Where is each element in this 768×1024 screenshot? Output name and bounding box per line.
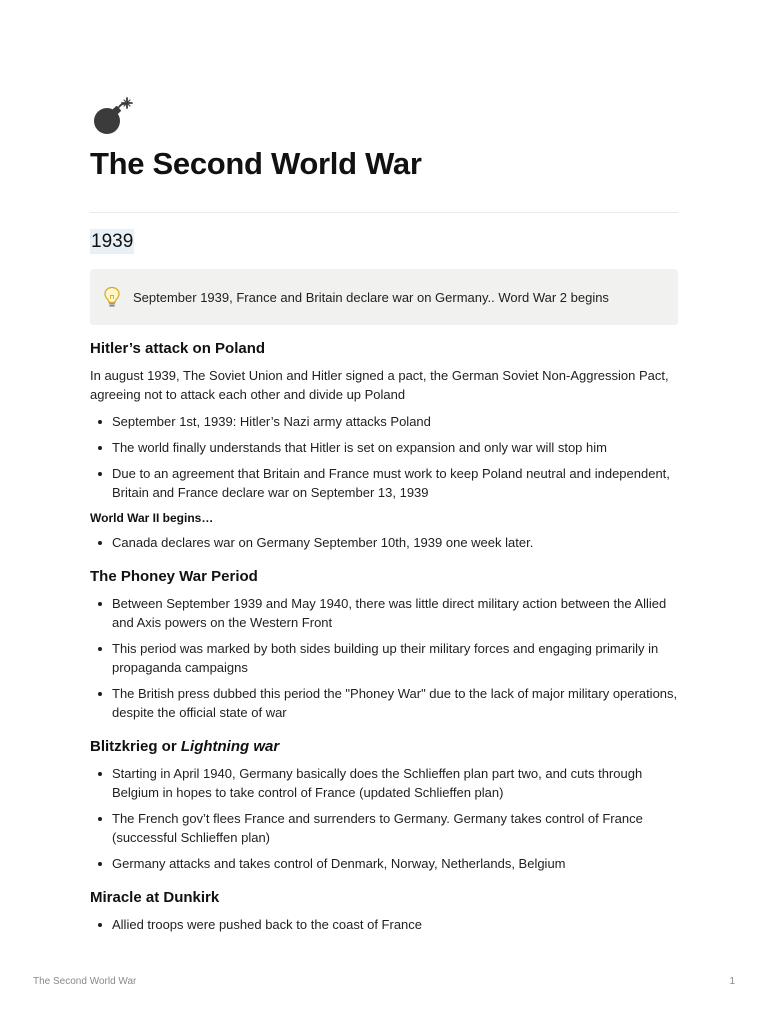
list-poland xyxy=(90,412,680,502)
list-item: Due to an agreement that Britain and France must work to keep Poland neutral and independent, Britain and France declare war on September 13, 1939 xyxy=(90,464,680,502)
footer-title: The Second World War xyxy=(33,976,137,987)
page-content xyxy=(90,338,680,934)
list-phoney-war xyxy=(90,594,680,722)
list-dunkirk xyxy=(90,915,680,934)
heading-poland: Hitler’s attack on Poland xyxy=(90,340,266,357)
page-number: 1 xyxy=(729,976,735,987)
list-item: Canada declares war on Germany September 10th, 1939 one week later. xyxy=(90,533,680,552)
divider xyxy=(90,212,678,213)
list-item: Germany attacks and takes control of Denmark, Norway, Netherlands, Belgium xyxy=(90,854,680,873)
heading-dunkirk: Miracle at Dunkirk xyxy=(90,889,220,906)
callout-text: September 1939, France and Britain declare war on Germany.. Word War 2 begins xyxy=(133,289,609,305)
heading-blitzkrieg: Blitzkrieg or Lightning war xyxy=(90,738,280,755)
paragraph-poland: In august 1939, The Soviet Union and Hitler signed a pact, the German Soviet Non-Aggression Pact, agreeing not to attack each other and divide up Poland xyxy=(90,368,669,402)
list-ww2-begins xyxy=(90,533,680,552)
lightbulb-icon xyxy=(103,286,121,308)
callout xyxy=(90,269,678,325)
bomb-icon xyxy=(91,96,133,136)
heading-phoney-war: The Phoney War Period xyxy=(90,568,258,585)
list-item: September 1st, 1939: Hitler’s Nazi army attacks Poland xyxy=(90,412,680,431)
page-title: The Second World War xyxy=(90,146,422,181)
list-item: Allied troops were pushed back to the coast of France xyxy=(90,915,680,934)
list-item: The French gov’t flees France and surrenders to Germany. Germany takes control of France (successful Schlieffen plan) xyxy=(90,809,680,847)
list-item: This period was marked by both sides building up their military forces and engaging primarily in propaganda campaigns xyxy=(90,639,680,677)
subheading-ww2-begins: World War II begins… xyxy=(90,511,214,525)
list-blitzkrieg xyxy=(90,764,680,873)
section-heading-1939: 1939 xyxy=(91,231,134,252)
list-item: Starting in April 1940, Germany basically does the Schlieffen plan part two, and cuts through Belgium in hopes to take control of France (updated Schlieffen plan) xyxy=(90,764,680,802)
list-item: Between September 1939 and May 1940, there was little direct military action between the Allied and Axis powers on the Western Front xyxy=(90,594,680,632)
list-item: The British press dubbed this period the "Phoney War" due to the lack of major military operations, despite the official state of war xyxy=(90,684,680,722)
list-item: The world finally understands that Hitler is set on expansion and only war will stop him xyxy=(90,438,680,457)
